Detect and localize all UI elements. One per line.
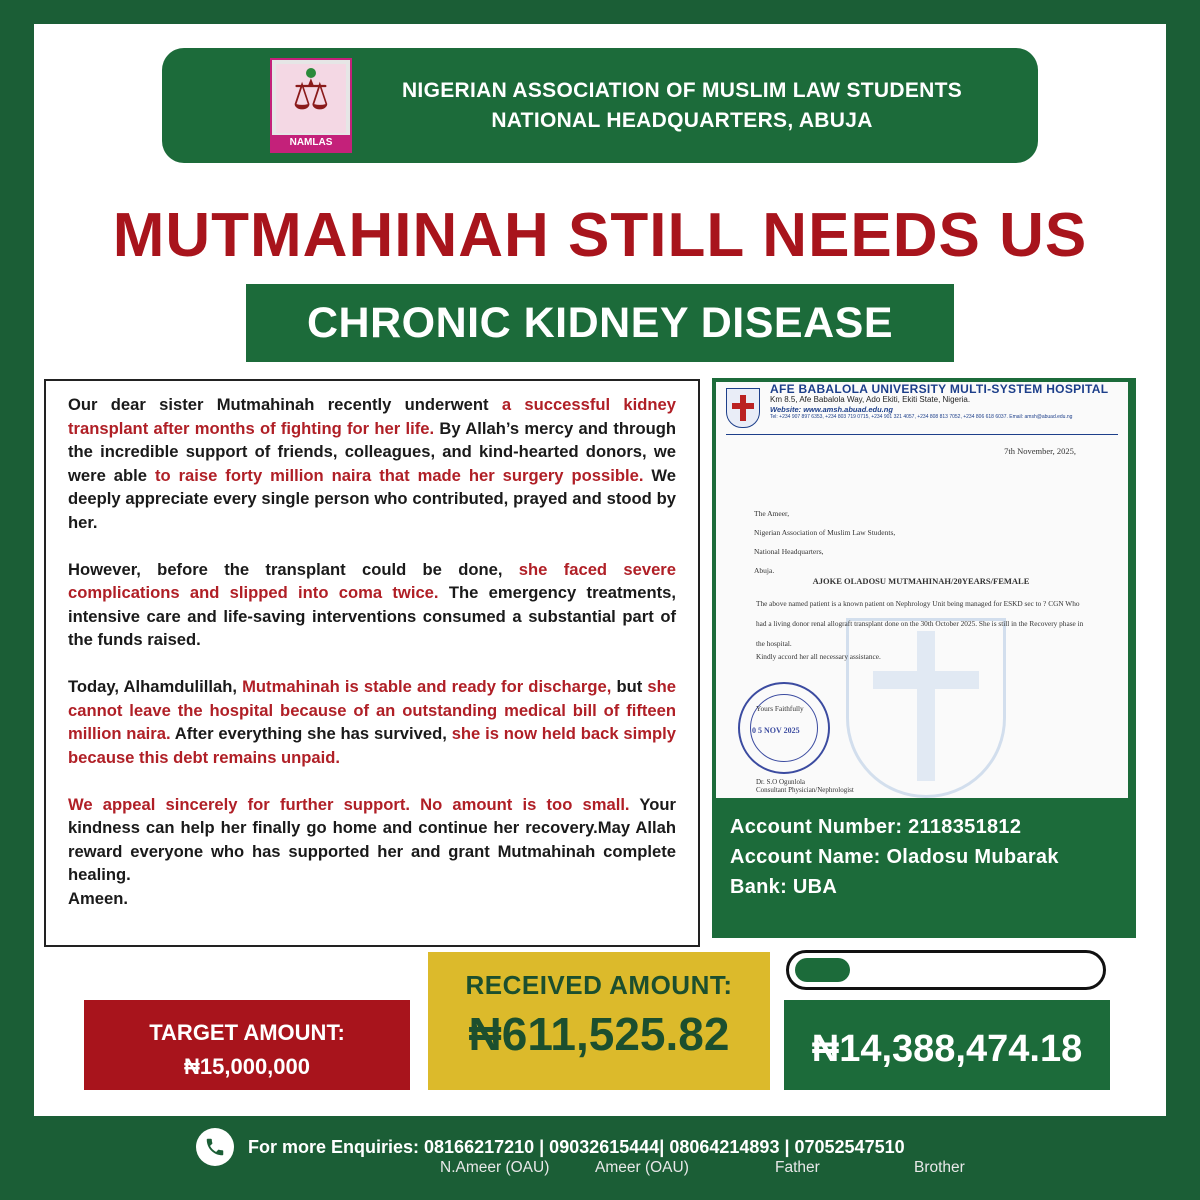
story-text: Your kindness can help her finally go home and continue her recovery.May Allah reward everyone who has supported her and grant Mutmahinah complete healing. xyxy=(68,794,676,884)
story-paragraph-4 xyxy=(68,793,676,887)
letter-date: 7th November, 2025, xyxy=(1004,446,1076,456)
highlighted-text: she faced severe complications and slipped into coma twice. xyxy=(68,559,676,602)
highlighted-text: a successful kidney transplant after months of fighting for her life. xyxy=(68,395,676,438)
received-amount-box xyxy=(428,952,770,1090)
letter-hospital-name: AFE BABALOLA UNIVERSITY MULTI-SYSTEM HOSPITAL xyxy=(770,382,1109,396)
subtitle: CHRONIC KIDNEY DISEASE xyxy=(306,299,894,347)
letter-address: Km 8.5, Afe Babalola Way, Ado Ekiti, Ekiti State, Nigeria. xyxy=(770,395,971,404)
hospital-stamp xyxy=(738,682,830,774)
highlighted-text: she cannot leave the hospital because of an outstanding medical bill of fifteen million naira. xyxy=(68,677,676,743)
appeal-story xyxy=(44,379,700,947)
story-closing: Ameen. xyxy=(68,888,128,908)
contact-name-3: Father xyxy=(775,1159,820,1176)
story-text: Today, Alhamdulillah, xyxy=(68,677,243,696)
highlighted-text: she is now held back simply because this debt remains unpaid. xyxy=(68,724,676,767)
story-paragraph-3 xyxy=(68,675,676,769)
target-amount-value: ₦15,000,000 xyxy=(184,1054,310,1079)
hospital-crest-icon xyxy=(726,388,760,428)
received-amount-value: ₦611,525.82 xyxy=(468,1008,730,1060)
scales-of-justice-icon: ⚖ xyxy=(292,71,330,118)
page-title: MUTMAHINAH STILL NEEDS US xyxy=(112,201,1088,270)
stamp-date: 0 5 NOV 2025 xyxy=(752,726,800,735)
story-text: but xyxy=(611,677,648,696)
bank-name: Bank: UBA xyxy=(730,876,838,898)
logo-label: NAMLAS xyxy=(272,135,350,151)
story-paragraph-2 xyxy=(68,558,676,652)
story-text: By Allah’s mercy and through the incredible support of friends, colleagues, and kind-hearted donors, we were able xyxy=(68,418,676,485)
target-amount-box xyxy=(84,1000,410,1090)
org-name-line1: NIGERIAN ASSOCIATION OF MUSLIM LAW STUDENTS xyxy=(401,79,963,102)
letter-request: Kindly accord her all necessary assistance. xyxy=(756,652,881,661)
subtitle-banner xyxy=(246,284,954,362)
letter-doctor: Dr. S.O Ogunlola xyxy=(756,778,805,786)
highlighted-text: Mutmahinah is stable and ready for discharge, xyxy=(242,677,612,696)
contact-name-1: N.Ameer (OAU) xyxy=(440,1159,550,1176)
letter-recipient: The Ameer, Nigerian Association of Muslim Law Students, National Headquarters, Abuja. xyxy=(754,509,896,575)
fundraising-progress-bar xyxy=(786,950,1106,990)
phone-icon xyxy=(196,1128,234,1166)
progress-fill xyxy=(795,958,850,982)
account-name: Account Name: Oladosu Mubarak xyxy=(730,846,1059,868)
org-header xyxy=(162,48,1038,163)
contact-name-4: Brother xyxy=(914,1159,965,1176)
highlighted-text: We appeal sincerely for further support. No amount is too small. xyxy=(68,794,630,814)
target-amount-label: TARGET AMOUNT: xyxy=(149,1020,345,1045)
received-amount-label: RECEIVED AMOUNT: xyxy=(465,970,733,1000)
story-text: Our dear sister Mutmahinah recently underwent xyxy=(68,395,502,414)
org-name-line2: NATIONAL HEADQUARTERS, ABUJA xyxy=(491,109,873,132)
letterhead-divider xyxy=(726,434,1118,435)
story-text: However, before the transplant could be done, xyxy=(68,559,519,579)
account-details xyxy=(730,812,1059,902)
namlas-logo xyxy=(270,58,352,153)
org-name xyxy=(372,76,992,136)
letter-website: Website: www.amsh.abuad.edu.ng xyxy=(770,405,893,414)
poster-panel xyxy=(34,24,1166,1116)
letter-doctor-title: Consultant Physician/Nephrologist xyxy=(756,786,854,794)
hospital-letter-card xyxy=(712,378,1136,938)
story-text: The emergency treatments, intensive care and life-saving interventions consumed a substantial part of the funds raised. xyxy=(68,583,676,649)
letter-signoff: Yours Faithfully xyxy=(756,704,804,713)
highlighted-text: to raise forty million naira that made her surgery possible. xyxy=(154,465,644,485)
account-number: Account Number: 2118351812 xyxy=(730,816,1022,838)
letter-contacts: Tel: +234 907 897 6353, +234 803 719 0715, +234 901 321 4057, +234 808 813 7052, +234 806 618 6037. Email: amsh@abuad.edu.ng xyxy=(770,414,1073,420)
story-text: We deeply appreciate every single person who contributed, prayed and stood by her. xyxy=(68,465,676,532)
letter-body: The above named patient is a known patient on Nephrology Unit being managed for ESKD sec to ? CGN Who had a living donor renal allograft transplant done on the 30th October 2025. She is still in the Recovery phase in the hospital. xyxy=(756,599,1084,648)
enquiries-line: For more Enquiries: 08166217210 | 09032615444| 08064214893 | 07052547510 xyxy=(248,1137,905,1157)
hospital-letter xyxy=(716,382,1128,798)
remaining-amount-box xyxy=(784,1000,1110,1090)
contact-name-2: Ameer (OAU) xyxy=(595,1159,689,1176)
story-text: After everything she has survived, xyxy=(170,724,452,743)
story-paragraph-1 xyxy=(68,393,676,534)
remaining-amount-value: ₦14,388,474.18 xyxy=(811,1028,1083,1070)
letter-subject: AJOKE OLADOSU MUTMAHINAH/20YEARS/FEMALE xyxy=(812,576,1030,586)
